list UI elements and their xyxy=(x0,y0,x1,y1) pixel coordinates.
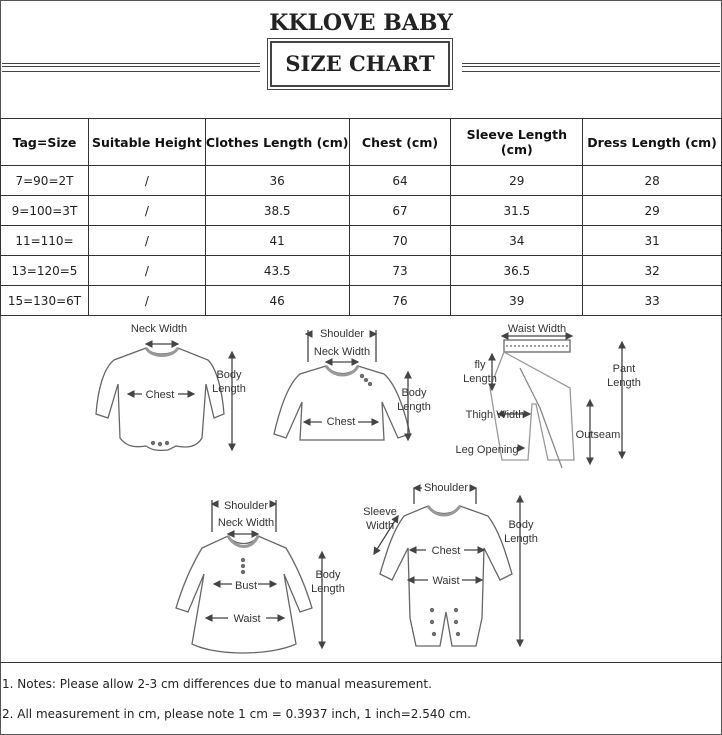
header-sleeve-length: Sleeve Length (cm) xyxy=(451,119,583,166)
cell-chest: 73 xyxy=(349,256,451,286)
cell-clothes-length: 41 xyxy=(205,226,349,256)
label-body: Body xyxy=(401,387,427,399)
cell-suitable-height: / xyxy=(88,166,205,196)
measurement-diagrams xyxy=(0,318,722,663)
cell-clothes-length: 43.5 xyxy=(205,256,349,286)
cell-tag-size: 9=100=3T xyxy=(1,196,89,226)
label-body: Body xyxy=(315,569,341,581)
cell-suitable-height: / xyxy=(88,286,205,316)
label-length: Length xyxy=(504,533,538,545)
cell-chest: 76 xyxy=(349,286,451,316)
label-neck-width: Neck Width xyxy=(313,346,371,358)
label-sleeve: Sleeve xyxy=(363,506,397,518)
label-neck-width: Neck Width xyxy=(130,323,188,335)
label-chest: Chest xyxy=(431,545,461,557)
label-shoulder: Shoulder xyxy=(319,328,365,340)
header-suitable-height: Suitable Height xyxy=(88,119,205,166)
diagram-labels xyxy=(131,323,641,625)
label-bust: Bust xyxy=(234,580,258,592)
label-pant: Pant xyxy=(612,363,636,375)
cell-sleeve-length: 31.5 xyxy=(451,196,583,226)
cell-sleeve-length: 39 xyxy=(451,286,583,316)
table-row xyxy=(1,286,722,316)
size-chart-title: SIZE CHART xyxy=(270,41,450,87)
label-waist: Waist xyxy=(233,613,261,625)
cell-sleeve-length: 36.5 xyxy=(451,256,583,286)
label-shoulder: Shoulder xyxy=(423,482,469,494)
label-length: Length xyxy=(212,383,246,395)
header-tag-size: Tag=Size xyxy=(1,119,89,166)
cell-chest: 70 xyxy=(349,226,451,256)
label-waist-width: Waist Width xyxy=(507,323,567,335)
notes-divider xyxy=(0,662,722,663)
cell-suitable-height: / xyxy=(88,196,205,226)
cell-chest: 64 xyxy=(349,166,451,196)
header-chest: Chest (cm) xyxy=(349,119,451,166)
cell-dress-length: 32 xyxy=(583,256,722,286)
note-2: 2. All measurement in cm, please note 1 cm = 0.3937 inch, 1 inch=2.540 cm. xyxy=(2,707,472,721)
cell-clothes-length: 36 xyxy=(205,166,349,196)
table-header-row xyxy=(1,119,722,166)
table-row xyxy=(1,196,722,226)
cell-suitable-height: / xyxy=(88,226,205,256)
label-fly-length: Length xyxy=(463,373,497,385)
label-length: Length xyxy=(311,583,345,595)
note-1: 1. Notes: Please allow 2-3 cm differences due to manual measurement. xyxy=(2,677,432,691)
label-sleeve-width: Width xyxy=(365,520,395,532)
size-table xyxy=(0,118,722,316)
table-row xyxy=(1,256,722,286)
cell-dress-length: 28 xyxy=(583,166,722,196)
label-waist: Waist xyxy=(432,575,460,587)
cell-clothes-length: 38.5 xyxy=(205,196,349,226)
title-rule-left xyxy=(2,63,260,72)
label-body: Body xyxy=(508,519,534,531)
cell-sleeve-length: 34 xyxy=(451,226,583,256)
cell-chest: 67 xyxy=(349,196,451,226)
header-clothes-length: Clothes Length (cm) xyxy=(205,119,349,166)
cell-dress-length: 31 xyxy=(583,226,722,256)
title-rule-right xyxy=(462,63,720,72)
label-neck-width: Neck Width xyxy=(217,517,275,529)
label-pant-length: Length xyxy=(607,377,641,389)
cell-tag-size: 15=130=6T xyxy=(1,286,89,316)
label-chest: Chest xyxy=(145,389,175,401)
cell-dress-length: 33 xyxy=(583,286,722,316)
cell-dress-length: 29 xyxy=(583,196,722,226)
label-fly: fly xyxy=(474,359,486,371)
label-shoulder: Shoulder xyxy=(223,500,269,512)
label-outseam: Outseam xyxy=(575,429,621,441)
label-length: Length xyxy=(397,401,431,413)
cell-suitable-height: / xyxy=(88,256,205,286)
cell-tag-size: 13=120=5 xyxy=(1,256,89,286)
header-dress-length: Dress Length (cm) xyxy=(583,119,722,166)
label-thigh-width: Thigh Width xyxy=(465,409,525,421)
label-leg-opening: Leg Opening xyxy=(455,444,519,456)
label-chest: Chest xyxy=(326,416,356,428)
table-row xyxy=(1,166,722,196)
table-row xyxy=(1,226,722,256)
cell-tag-size: 7=90=2T xyxy=(1,166,89,196)
cell-clothes-length: 46 xyxy=(205,286,349,316)
label-body: Body xyxy=(216,369,242,381)
cell-tag-size: 11=110= xyxy=(1,226,89,256)
cell-sleeve-length: 29 xyxy=(451,166,583,196)
brand-title: KKLOVE BABY xyxy=(269,10,453,36)
